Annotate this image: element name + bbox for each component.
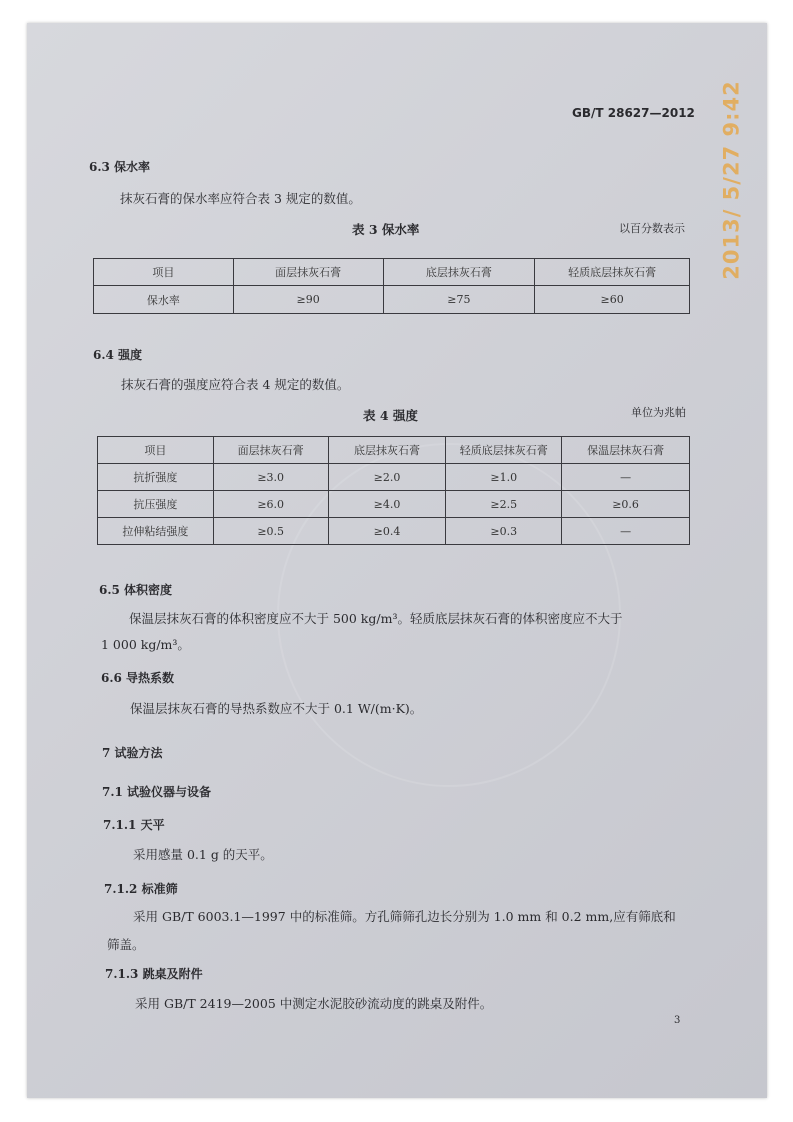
standard-number: GB/T 28627—2012: [572, 106, 695, 120]
photo-timestamp: 2013/ 5/27 9:42: [720, 80, 745, 280]
section-6-4-body: 抹灰石膏的强度应符合表 4 规定的数值。: [121, 377, 350, 392]
column-header: 底层抹灰石膏: [328, 437, 446, 464]
table-cell: ≥0.5: [213, 518, 328, 545]
column-header: 面层抹灰石膏: [233, 259, 383, 286]
table-3: [93, 258, 690, 314]
section-7-1-2-heading: 7.1.2 标准筛: [104, 882, 178, 896]
column-header: 保温层抹灰石膏: [562, 437, 690, 464]
section-6-5-line-2: 1 000 kg/m³。: [101, 637, 190, 652]
table-cell: ≥6.0: [213, 491, 328, 518]
table-row: [94, 286, 690, 314]
row-label: 拉伸粘结强度: [98, 518, 214, 545]
row-label: 抗压强度: [98, 491, 214, 518]
document-page: [27, 23, 767, 1098]
table-3-unit: 以百分数表示: [619, 222, 685, 235]
column-header: 轻质底层抹灰石膏: [446, 437, 562, 464]
section-6-3-heading: 6.3 保水率: [89, 160, 151, 174]
page-number: 3: [674, 1015, 681, 1026]
section-6-5-heading: 6.5 体积密度: [99, 583, 173, 597]
table-cell: ≥2.5: [446, 491, 562, 518]
table-3-caption: 表 3 保水率: [352, 222, 420, 237]
table-cell: ≥90: [233, 286, 383, 314]
table-3-header-row: [94, 259, 690, 286]
column-header: 项目: [94, 259, 234, 286]
section-7-1-1-body: 采用感量 0.1 g 的天平。: [133, 847, 273, 862]
table-cell: ≥2.0: [328, 464, 446, 491]
column-header: 底层抹灰石膏: [383, 259, 535, 286]
section-7-1-3-heading: 7.1.3 跳桌及附件: [105, 967, 203, 981]
section-6-6-heading: 6.6 导热系数: [101, 671, 175, 685]
row-label: 保水率: [94, 286, 234, 314]
section-6-4-heading: 6.4 强度: [93, 348, 143, 362]
table-cell: ≥0.6: [562, 491, 690, 518]
section-7-1-2-line-2: 筛盖。: [107, 937, 145, 952]
table-cell: —: [562, 464, 690, 491]
table-4-header-row: [98, 437, 690, 464]
row-label: 抗折强度: [98, 464, 214, 491]
column-header: 项目: [98, 437, 214, 464]
table-cell: ≥0.4: [328, 518, 446, 545]
section-6-6-body: 保温层抹灰石膏的导热系数应不大于 0.1 W/(m·K)。: [130, 701, 423, 716]
section-6-3-body: 抹灰石膏的保水率应符合表 3 规定的数值。: [120, 191, 361, 206]
table-cell: ≥3.0: [213, 464, 328, 491]
column-header: 面层抹灰石膏: [213, 437, 328, 464]
section-7-1-3-body: 采用 GB/T 2419—2005 中测定水泥胶砂流动度的跳桌及附件。: [135, 996, 493, 1011]
section-7-1-heading: 7.1 试验仪器与设备: [102, 785, 212, 799]
section-7-heading: 7 试验方法: [102, 746, 163, 760]
section-6-5-line-1: 保温层抹灰石膏的体积密度应不大于 500 kg/m³。轻质底层抹灰石膏的体积密度应不大于: [129, 611, 623, 626]
table-cell: ≥4.0: [328, 491, 446, 518]
table-cell: ≥1.0: [446, 464, 562, 491]
table-cell: —: [562, 518, 690, 545]
table-4-unit: 单位为兆帕: [631, 406, 686, 419]
table-row: [98, 518, 690, 545]
table-cell: ≥75: [383, 286, 535, 314]
table-4-caption: 表 4 强度: [363, 408, 418, 423]
column-header: 轻质底层抹灰石膏: [535, 259, 690, 286]
section-7-1-1-heading: 7.1.1 天平: [103, 818, 165, 832]
section-7-1-2-line-1: 采用 GB/T 6003.1—1997 中的标准筛。方孔筛筛孔边长分别为 1.0 mm 和 0.2 mm,应有筛底和: [133, 909, 676, 924]
table-row: [98, 491, 690, 518]
table-4: [97, 436, 690, 545]
table-row: [98, 464, 690, 491]
table-cell: ≥60: [535, 286, 690, 314]
table-cell: ≥0.3: [446, 518, 562, 545]
